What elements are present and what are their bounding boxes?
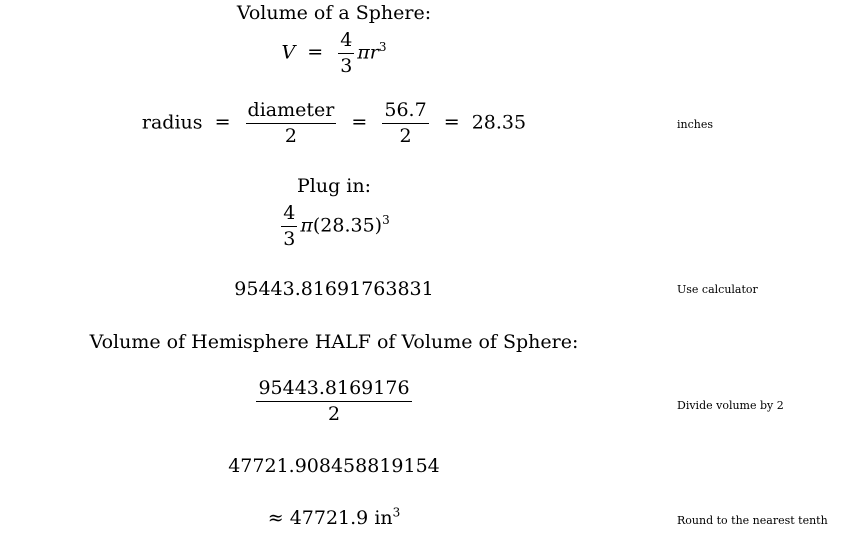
formula-var: r (369, 41, 379, 64)
divide-fraction (256, 378, 411, 425)
plug-fraction (281, 203, 297, 250)
plug-exp: 3 (382, 213, 390, 228)
radius-label: radius (141, 111, 203, 134)
rounded-unit: in (374, 507, 393, 529)
radius-frac1-den: 2 (284, 124, 297, 147)
plug-frac-den: 3 (283, 227, 296, 250)
hemisphere-volume-value: 47721.908458819154 (228, 455, 440, 477)
plug-expression (0, 203, 668, 250)
plug-value: (28.35) (312, 214, 383, 237)
divide-expression (0, 378, 668, 425)
radius-fraction-2 (382, 100, 428, 147)
sphere-heading: Volume of a Sphere: (236, 2, 432, 24)
sphere-formula (0, 30, 668, 77)
formula-pi: π (357, 41, 370, 64)
formula-exp: 3 (378, 40, 387, 55)
divide-note: Divide volume by 2 (677, 399, 784, 412)
divide-num: 95443.8169176 (256, 378, 411, 402)
radius-frac2-num: 56.7 (382, 100, 428, 124)
formula-fraction (338, 30, 354, 77)
rounded-approx: ≈ (267, 507, 284, 529)
radius-eq3: = (443, 111, 460, 134)
formula-frac-num: 4 (338, 30, 354, 54)
rounded-exp: 3 (392, 505, 401, 520)
divide-den: 2 (327, 402, 341, 425)
plug-heading: Plug in: (296, 175, 371, 197)
formula-equals: = (307, 41, 324, 64)
rounded-result (0, 507, 668, 529)
radius-eq1: = (214, 111, 231, 134)
plug-pi: π (300, 214, 313, 237)
plug-frac-num: 4 (281, 203, 297, 227)
rounded-note: Round to the nearest tenth (677, 514, 828, 527)
formula-lhs: V (281, 41, 296, 64)
rounded-value: 47721.9 (289, 507, 369, 529)
radius-result: 28.35 (471, 111, 527, 134)
radius-eq2: = (351, 111, 368, 134)
radius-note: inches (677, 118, 714, 131)
hemisphere-heading: Volume of Hemisphere HALF of Volume of Sphere: (89, 331, 579, 353)
radius-fraction-1 (246, 100, 337, 147)
radius-frac1-num: diameter (246, 100, 337, 124)
sphere-volume-value: 95443.81691763831 (234, 278, 434, 300)
radius-equation (0, 100, 668, 147)
sphere-volume-note: Use calculator (677, 283, 758, 296)
radius-frac2-den: 2 (399, 124, 412, 147)
formula-frac-den: 3 (340, 54, 353, 77)
